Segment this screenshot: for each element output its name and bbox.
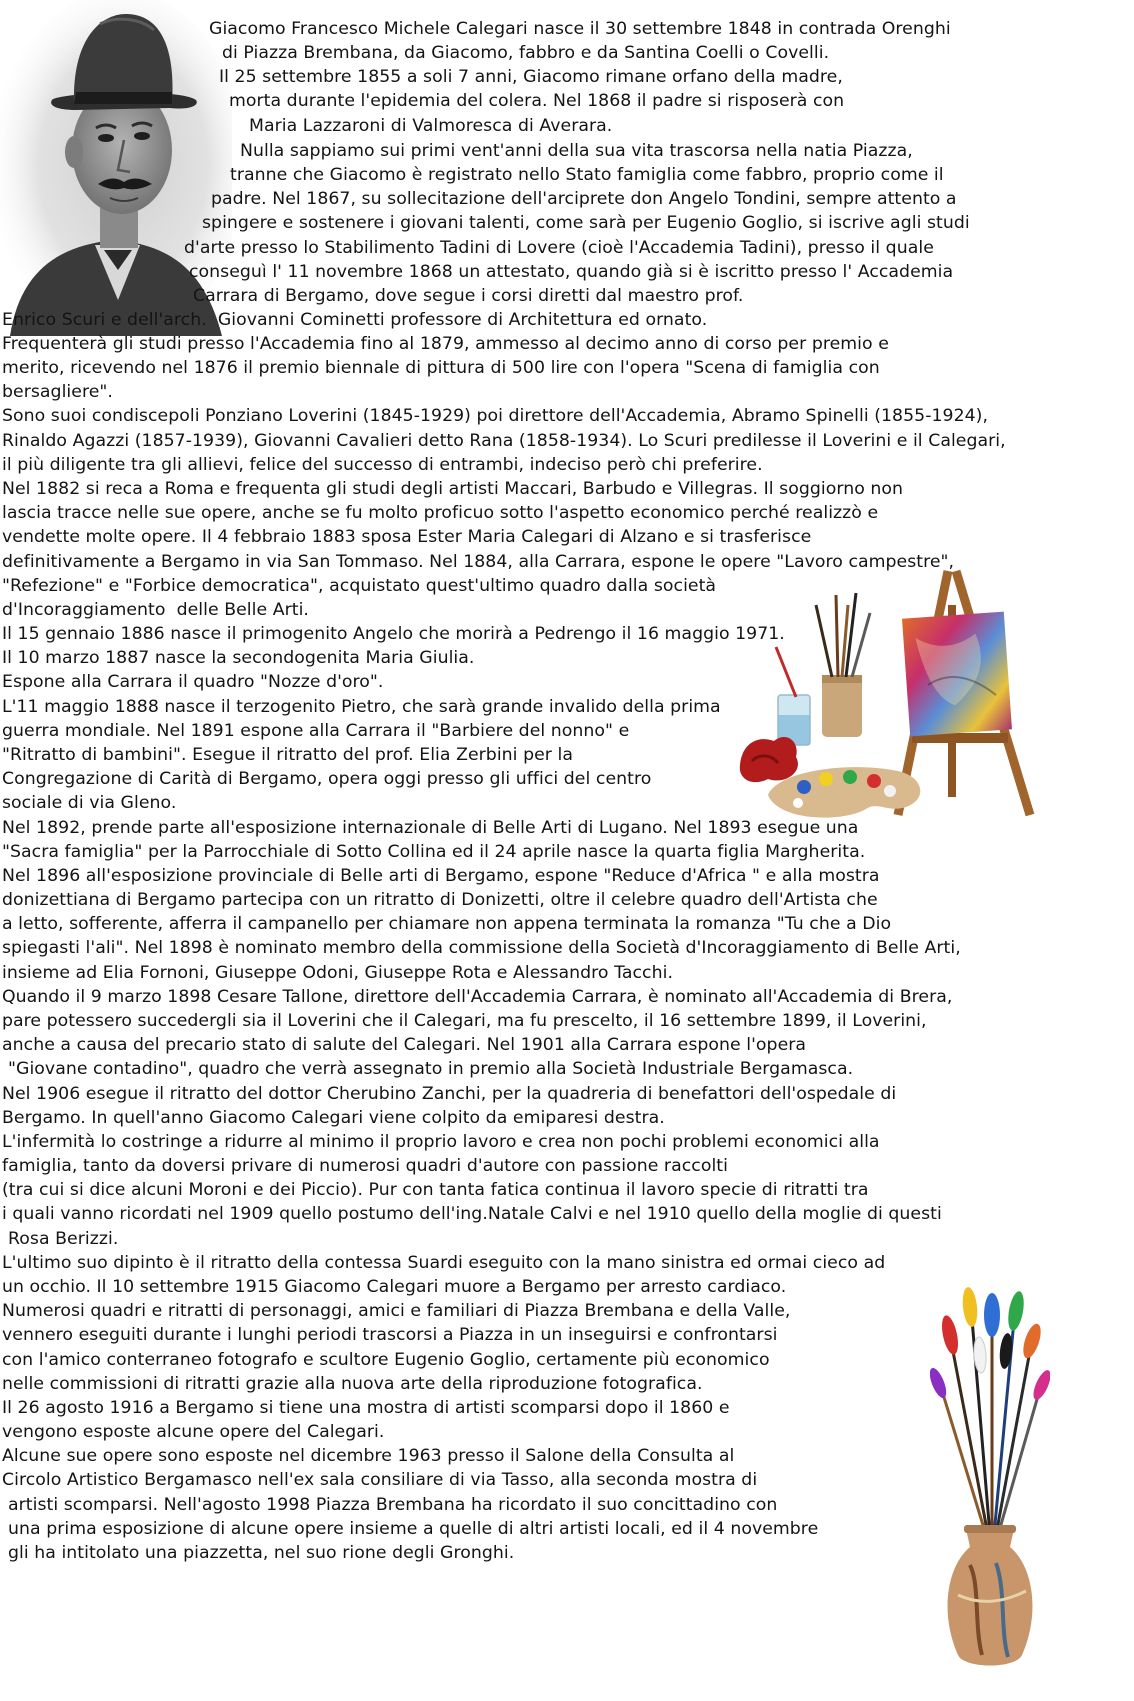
text-line: gli ha intitolato una piazzetta, nel suo rione degli Gronghi. — [8, 1543, 515, 1563]
text-line: Il 10 marzo 1887 nasce la secondogenita Maria Giulia. — [2, 648, 475, 668]
text-line: Nel 1892, prende parte all'esposizione internazionale di Belle Arti di Lugano. Nel 1893 esegue una — [2, 818, 859, 838]
text-line: Bergamo. In quell'anno Giacomo Calegari viene colpito da emiparesi destra. — [2, 1108, 665, 1128]
text-line: Numerosi quadri e ritratti di personaggi, amici e familiari di Piazza Brembana e della Valle, — [2, 1301, 791, 1321]
text-line: Il 26 agosto 1916 a Bergamo si tiene una mostra di artisti scomparsi dopo il 1860 e — [2, 1398, 730, 1418]
text-line: anche a causa del precario stato di salute del Calegari. Nel 1901 alla Carrara espone l'opera — [2, 1035, 807, 1055]
text-line: d'arte presso lo Stabilimento Tadini di Lovere (cioè l'Accademia Tadini), presso il quale — [184, 238, 934, 258]
text-line: definitivamente a Bergamo in via San Tommaso. Nel 1884, alla Carrara, espone le opere "Lavoro campestre", — [2, 552, 955, 572]
text-line: famiglia, tanto da doversi privare di numerosi quadri d'autore con passione raccolti — [2, 1156, 728, 1176]
text-line: spingere e sostenere i giovani talenti, come sarà per Eugenio Goglio, si iscrive agli studi — [202, 213, 970, 233]
text-line: insieme ad Elia Fornoni, Giuseppe Odoni, Giuseppe Rota e Alessandro Tacchi. — [2, 963, 673, 983]
text-line: i quali vanno ricordati nel 1909 quello postumo dell'ing.Natale Calvi e nel 1910 quello della moglie di questi — [2, 1204, 942, 1224]
text-line: lascia tracce nelle sue opere, anche se fu molto proficuo sotto l'aspetto economico perché realizzò e — [2, 503, 879, 523]
text-line: Nel 1882 si reca a Roma e frequenta gli studi degli artisti Maccari, Barbudo e Villegras. Il soggiorno non — [2, 479, 904, 499]
text-line: vennero eseguiti durante i lunghi periodi trascorsi a Piazza in un inseguirsi e confrontarsi — [2, 1325, 778, 1345]
brushes-vase-image — [930, 1285, 1050, 1685]
text-line: una prima esposizione di alcune opere insieme a quelle di altri artisti locali, ed il 4 novembre — [8, 1519, 819, 1539]
text-line: artisti scomparsi. Nell'agosto 1998 Piazza Brembana ha ricordato il suo concittadino con — [8, 1495, 778, 1515]
text-line: "Giovane contadino", quadro che verrà assegnato in premio alla Società Industriale Bergamasca. — [8, 1059, 854, 1079]
text-line: un occhio. Il 10 settembre 1915 Giacomo Calegari muore a Bergamo per arresto cardiaco. — [2, 1277, 787, 1297]
text-line: vendette molte opere. Il 4 febbraio 1883 sposa Ester Maria Calegari di Alzano e si trasferisce — [2, 527, 812, 547]
text-line: Il 25 settembre 1855 a soli 7 anni, Giacomo rimane orfano della madre, — [219, 67, 843, 87]
text-line: Nel 1896 all'esposizione provinciale di Belle arti di Bergamo, espone "Reduce d'Africa " e alla mostra — [2, 866, 880, 886]
text-line: con l'amico conterraneo fotografo e scultore Eugenio Goglio, certamente più economico — [2, 1350, 770, 1370]
text-line: Giacomo Francesco Michele Calegari nasce il 30 settembre 1848 in contrada Orenghi — [209, 19, 951, 39]
text-line: Nel 1906 esegue il ritratto del dottor Cherubino Zanchi, per la quadreria di benefattori dell'ospedale di — [2, 1084, 897, 1104]
text-line: Alcune sue opere sono esposte nel dicembre 1963 presso il Salone della Consulta al — [2, 1446, 735, 1466]
text-line: morta durante l'epidemia del colera. Nel 1868 il padre si risposerà con — [229, 91, 845, 111]
text-line: Rinaldo Agazzi (1857-1939), Giovanni Cavalieri detto Rana (1858-1934). Lo Scuri predilesse il Loverini e il Calegari, — [2, 431, 1006, 451]
text-line: "Refezione" e "Forbice democratica", acquistato quest'ultimo quadro dalla società — [2, 576, 717, 596]
easel-palette-image — [738, 565, 1056, 825]
text-line: a letto, sofferente, afferra il campanello per chiamare non appena terminata la romanza "Tu che a Dio — [2, 914, 892, 934]
text-line: "Ritratto di bambini". Esegue il ritratto del prof. Elia Zerbini per la — [2, 745, 573, 765]
text-line: Enrico Scuri e dell'arch. Giovanni Cominetti professore di Architettura ed ornato. — [2, 310, 708, 330]
text-line: Nulla sappiamo sui primi vent'anni della sua vita trascorsa nella natia Piazza, — [240, 141, 913, 161]
text-line: d'Incoraggiamento delle Belle Arti. — [2, 600, 309, 620]
text-line: L'ultimo suo dipinto è il ritratto della contessa Suardi eseguito con la mano sinistra ed ormai cieco ad — [2, 1253, 886, 1273]
text-line: Quando il 9 marzo 1898 Cesare Tallone, direttore dell'Accademia Carrara, è nominato all'Accademia di Brera, — [2, 987, 953, 1007]
text-line: spiegasti l'ali". Nel 1898 è nominato membro della commissione della Società d'Incoraggiamento di Belle Arti, — [2, 938, 961, 958]
text-line: di Piazza Brembana, da Giacomo, fabbro e da Santina Coelli o Covelli. — [222, 43, 830, 63]
text-line: il più diligente tra gli allievi, felice del successo di entrambi, indeciso però chi preferire. — [2, 455, 763, 475]
text-line: (tra cui si dice alcuni Moroni e dei Piccio). Pur con tanta fatica continua il lavoro specie di ritratti tra — [2, 1180, 869, 1200]
text-line: tranne che Giacomo è registrato nello Stato famiglia come fabbro, proprio come il — [230, 165, 944, 185]
text-line: Congregazione di Carità di Bergamo, opera oggi presso gli uffici del centro — [2, 769, 652, 789]
text-line: "Sacra famiglia" per la Parrocchiale di Sotto Collina ed il 24 aprile nasce la quarta figlia Margherita. — [2, 842, 866, 862]
text-line: Espone alla Carrara il quadro "Nozze d'oro". — [2, 672, 384, 692]
text-line: sociale di via Gleno. — [2, 793, 177, 813]
text-line: L'11 maggio 1888 nasce il terzogenito Pietro, che sarà grande invalido della prima — [2, 697, 721, 717]
text-line: padre. Nel 1867, su sollecitazione dell'arciprete don Angelo Tondini, sempre attento a — [211, 189, 957, 209]
text-line: merito, ricevendo nel 1876 il premio biennale di pittura di 500 lire con l'opera "Scena di famiglia con — [2, 358, 880, 378]
text-line: L'infermità lo costringe a ridurre al minimo il proprio lavoro e crea non pochi problemi economici alla — [2, 1132, 880, 1152]
text-line: pare potessero succedergli sia il Loverini che il Calegari, ma fu prescelto, il 16 settembre 1899, il Loverini, — [2, 1011, 927, 1031]
text-line: vengono esposte alcune opere del Calegari. — [2, 1422, 385, 1442]
text-line: Maria Lazzaroni di Valmoresca di Averara. — [249, 116, 613, 136]
text-line: Circolo Artistico Bergamasco nell'ex sala consiliare di via Tasso, alla seconda mostra di — [2, 1470, 758, 1490]
text-line: Frequenterà gli studi presso l'Accademia fino al 1879, ammesso al decimo anno di corso per premio e — [2, 334, 889, 354]
text-line: Il 15 gennaio 1886 nasce il primogenito Angelo che morirà a Pedrengo il 16 maggio 1971. — [2, 624, 785, 644]
text-line: guerra mondiale. Nel 1891 espone alla Carrara il "Barbiere del nonno" e — [2, 721, 630, 741]
text-line: Rosa Berizzi. — [8, 1229, 119, 1249]
text-line: conseguì l' 11 novembre 1868 un attestato, quando già si è iscritto presso l' Accademia — [189, 262, 954, 282]
text-line: Carrara di Bergamo, dove segue i corsi diretti dal maestro prof. — [193, 286, 744, 306]
text-line: Sono suoi condiscepoli Ponziano Loverini (1845-1929) poi direttore dell'Accademia, Abramo Spinelli (1855-1924), — [2, 406, 988, 426]
text-line: donizettiana di Bergamo partecipa con un ritratto di Donizetti, oltre il celebre quadro dell'Artista che — [2, 890, 878, 910]
text-line: nelle commissioni di ritratti grazie alla nuova arte della riproduzione fotografica. — [2, 1374, 703, 1394]
text-line: bersagliere". — [2, 382, 113, 402]
